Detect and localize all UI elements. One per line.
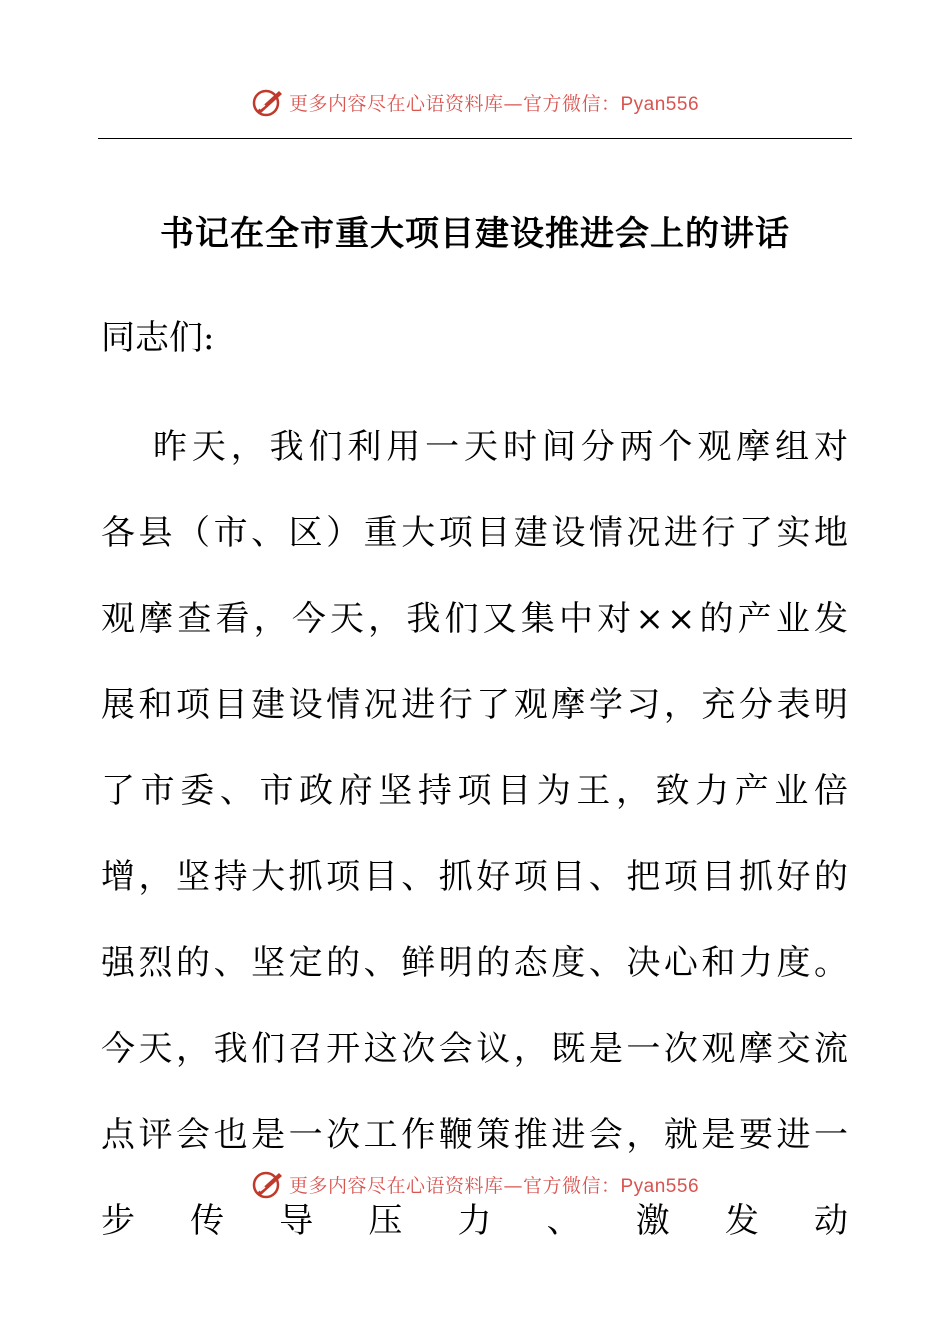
body-paragraph: 昨天，我们利用一天时间分两个观摩组对各县（市、区）重大项目建设情况进行了实地观摩查看，今天，我们又集中对××的产业发展和项目建设情况进行了观摩学习，充分表明了市委、市政府坚持项目为王，致力产业倍增，坚持大抓项目、抓好项目、把项目抓好的强烈的、坚定的、鲜明的态度、决心和力度。今天，我们召开这次会议，既是一次观摩交流点评会也是一次工作鞭策推进会，就是要进一步传导压力、激发动 <box>101 427 851 1241</box>
footer-banner-text: 更多内容尽在心语资料库—官方微信：Pyan556 <box>288 1174 700 1197</box>
quill-pen-logo-icon <box>251 85 285 119</box>
document-title: 书记在全市重大项目建设推进会上的讲话 <box>160 214 790 254</box>
header-banner-text: 更多内容尽在心语资料库—官方微信：Pyan556 <box>288 92 700 115</box>
quill-pen-logo-icon <box>251 1167 285 1201</box>
footer-wechat-handle: Pyan556 <box>620 1175 700 1197</box>
header-divider <box>98 138 852 139</box>
salutation: 同志们: <box>101 318 215 358</box>
footer-banner <box>0 1164 950 1204</box>
header-wechat-handle: Pyan556 <box>620 93 700 115</box>
header-banner <box>0 82 950 122</box>
